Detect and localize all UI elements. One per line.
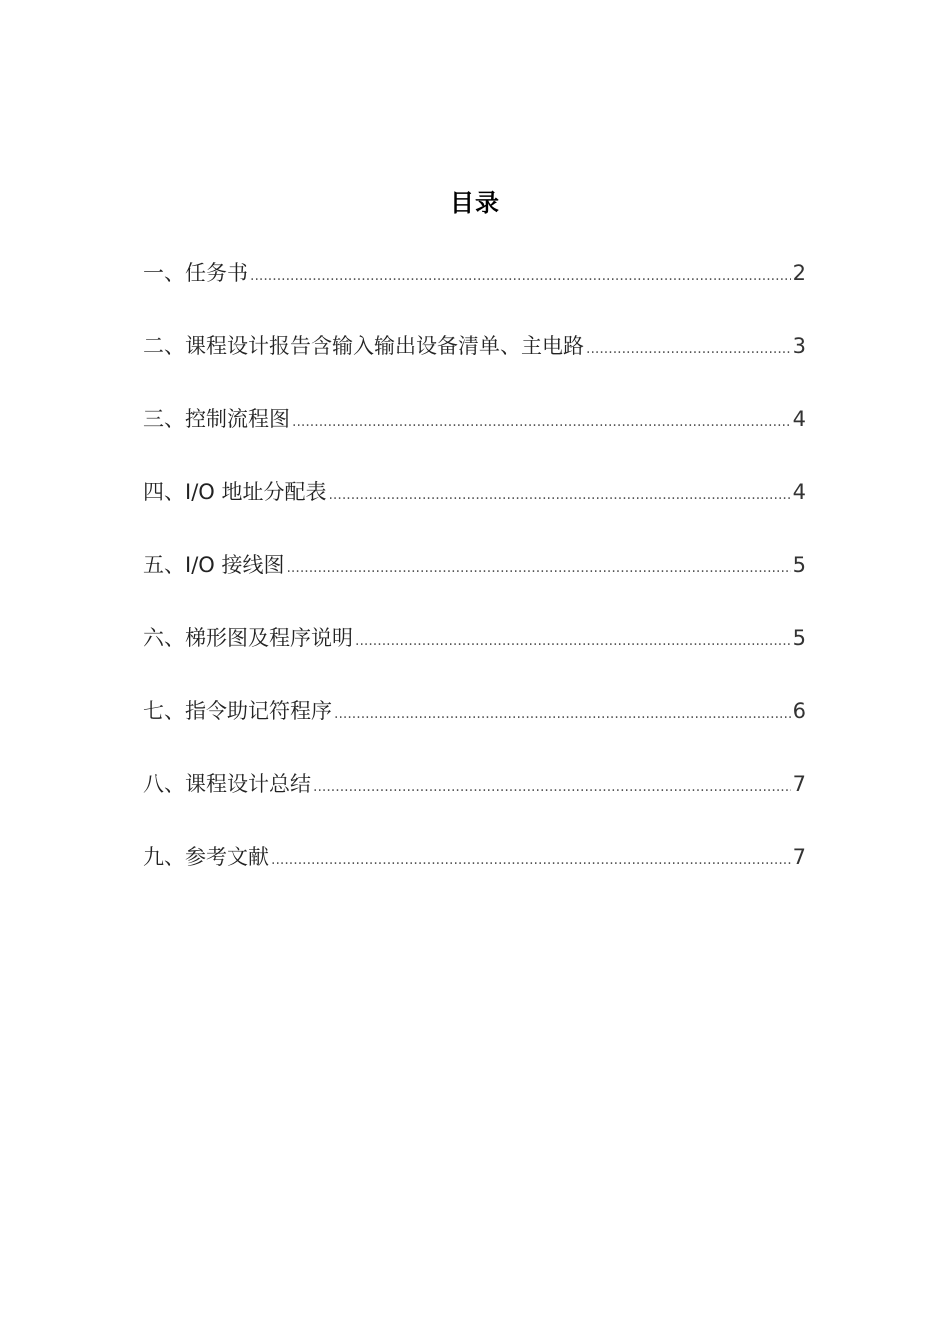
dot-leader: [334, 696, 791, 732]
toc-entry[interactable]: [143, 766, 806, 839]
toc-entry-label: 二、课程设计报告含输入输出设备清单、主电路: [143, 334, 584, 358]
toc-entry-label: 三、控制流程图: [143, 407, 290, 431]
dot-leader: [355, 623, 791, 659]
dot-leader: [286, 550, 790, 586]
toc-entry[interactable]: [143, 255, 806, 328]
toc-entry[interactable]: [143, 620, 806, 693]
toc-entry-label: 四、I/O 地址分配表: [143, 480, 327, 504]
toc-entry-page-number: 2: [792, 261, 806, 285]
toc-entry-label: 七、指令助记符程序: [143, 699, 332, 723]
dot-leader: [250, 258, 791, 294]
toc-entry-page-number: 7: [792, 772, 806, 796]
dot-leader: [271, 842, 791, 878]
toc-entry[interactable]: [143, 839, 806, 912]
toc-title: 目录: [450, 189, 500, 217]
dot-leader: [313, 769, 791, 805]
toc-entry-label: 九、参考文献: [143, 845, 269, 869]
table-of-contents: [143, 255, 806, 912]
toc-entry-label: 五、I/O 接线图: [143, 553, 285, 577]
toc-entry-page-number: 5: [792, 626, 806, 650]
toc-entry-page-number: 6: [792, 699, 806, 723]
toc-entry[interactable]: [143, 693, 806, 766]
toc-entry[interactable]: [143, 328, 806, 401]
dot-leader: [586, 331, 791, 367]
toc-entry-page-number: 4: [792, 407, 806, 431]
toc-entry[interactable]: [143, 474, 806, 547]
toc-entry-page-number: 7: [792, 845, 806, 869]
toc-entry[interactable]: [143, 401, 806, 474]
toc-entry-label: 八、课程设计总结: [143, 772, 311, 796]
toc-entry-page-number: 5: [792, 553, 806, 577]
toc-entry-page-number: 3: [792, 334, 806, 358]
toc-entry-label: 一、任务书: [143, 261, 248, 285]
toc-entry[interactable]: [143, 547, 806, 620]
toc-entry-label: 六、梯形图及程序说明: [143, 626, 353, 650]
dot-leader: [292, 404, 791, 440]
toc-entry-page-number: 4: [792, 480, 806, 504]
dot-leader: [328, 477, 790, 513]
